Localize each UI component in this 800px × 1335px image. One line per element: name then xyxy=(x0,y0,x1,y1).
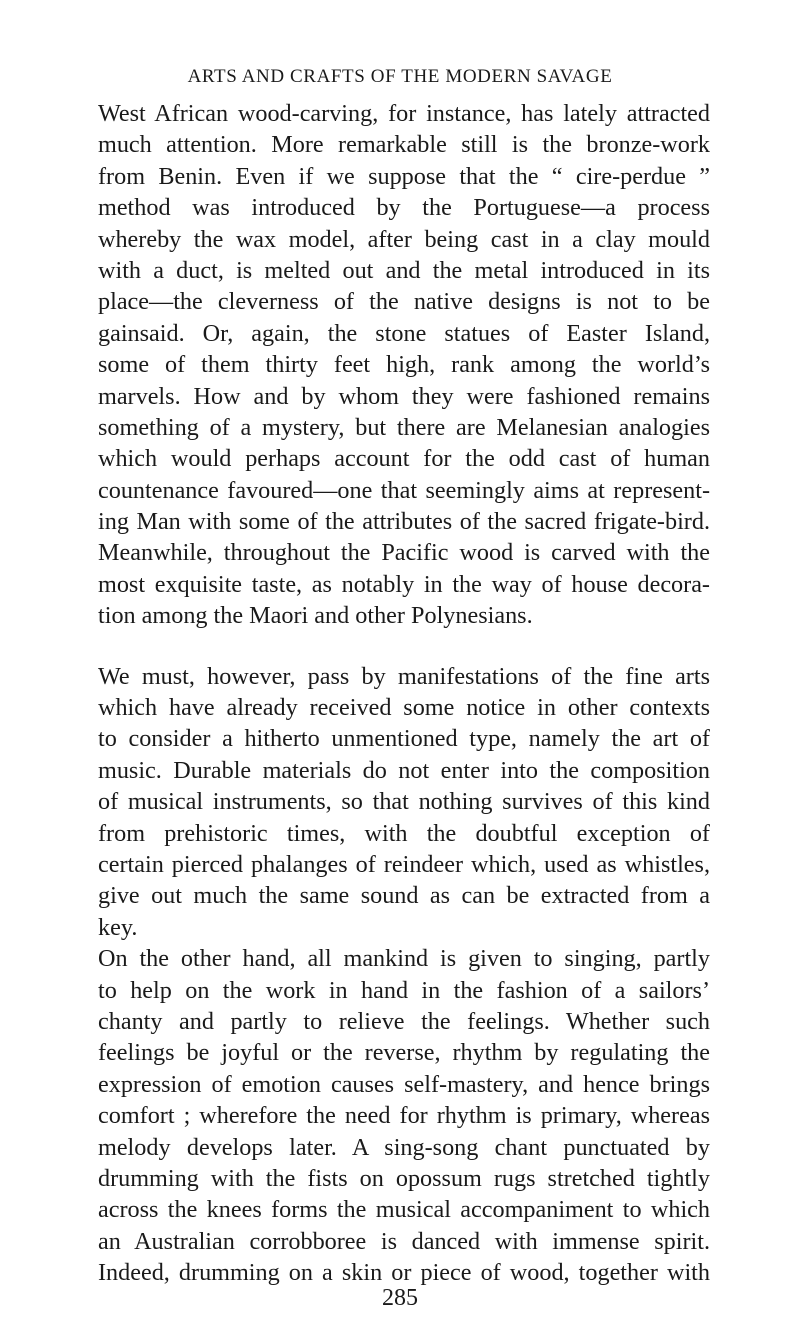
text-line: place—the cleverness of the native designs is not to be xyxy=(98,288,710,316)
text-line: much attention. More remarkable still is the bronze-work xyxy=(98,131,710,159)
paragraph-gap xyxy=(98,632,710,661)
text-line: tion among the Maori and other Polynesians. xyxy=(98,602,533,630)
body-text xyxy=(98,98,710,1288)
text-line: feelings be joyful or the reverse, rhythm by regulating the xyxy=(98,1039,710,1067)
text-line: marvels. How and by whom they were fashioned remains xyxy=(98,382,710,410)
text-line: West African wood-carving, for instance, has lately attracted xyxy=(98,100,710,127)
text-line: ing Man with some of the attributes of the sacred frigate-bird. xyxy=(98,508,710,536)
text-line: comfort ; wherefore the need for rhythm is primary, whereas xyxy=(98,1102,710,1130)
text-line: countenance favoured—one that seemingly aims at represent- xyxy=(98,476,710,504)
text-line: to consider a hitherto unmentioned type, namely the art of xyxy=(98,725,710,753)
text-line: of musical instruments, so that nothing survives of this kind xyxy=(98,788,710,816)
text-line: drumming with the fists on opossum rugs stretched tightly xyxy=(98,1164,710,1192)
text-line: most exquisite taste, as notably in the way of house decora- xyxy=(98,570,710,598)
text-line: gainsaid. Or, again, the stone statues of Easter Island, xyxy=(98,319,710,347)
text-line: key. xyxy=(98,913,138,941)
text-line: which would perhaps account for the odd cast of human xyxy=(98,445,710,473)
text-line: method was introduced by the Portuguese—a process xyxy=(98,194,710,222)
text-line: melody develops later. A sing-song chant punctuated by xyxy=(98,1133,710,1161)
text-line: something of a mystery, but there are Melanesian analogies xyxy=(98,413,710,441)
text-line: with a duct, is melted out and the metal introduced in its xyxy=(98,256,710,284)
text-line: chanty and partly to relieve the feelings. Whether such xyxy=(98,1007,710,1035)
text-line: some of them thirty feet high, rank among the world’s xyxy=(98,351,710,379)
paragraph xyxy=(98,661,710,944)
text-line: from Benin. Even if we suppose that the “ cire-perdue ” xyxy=(98,162,710,190)
text-line: We must, however, pass by manifestations of the fine arts xyxy=(98,662,710,690)
text-line: an Australian corrobboree is danced with immense spirit. xyxy=(98,1227,710,1255)
text-line: whereby the wax model, after being cast in a clay mould xyxy=(98,225,710,253)
text-line: from prehistoric times, with the doubtful exception of xyxy=(98,819,710,847)
text-line: Meanwhile, throughout the Pacific wood is carved with the xyxy=(98,539,710,567)
text-line: On the other hand, all mankind is given to singing, partly xyxy=(98,945,710,973)
running-head: ARTS AND CRAFTS OF THE MODERN SAVAGE xyxy=(187,66,613,87)
text-line: certain pierced phalanges of reindeer which, used as whistles, xyxy=(98,850,710,878)
text-line: expression of emotion causes self-mastery, and hence brings xyxy=(98,1070,710,1098)
text-line: across the knees forms the musical accompaniment to which xyxy=(98,1196,710,1224)
text-line: which have already received some notice in other contexts xyxy=(98,694,710,722)
paragraph xyxy=(98,943,710,1288)
paragraph xyxy=(98,98,710,632)
text-line: music. Durable materials do not enter into the composition xyxy=(98,756,710,784)
text-line: give out much the same sound as can be extracted from a xyxy=(98,882,710,910)
page-number: 285 xyxy=(382,1285,418,1311)
text-line: to help on the work in hand in the fashion of a sailors’ xyxy=(98,976,710,1004)
text-line: Indeed, drumming on a skin or piece of wood, together with xyxy=(98,1259,710,1287)
